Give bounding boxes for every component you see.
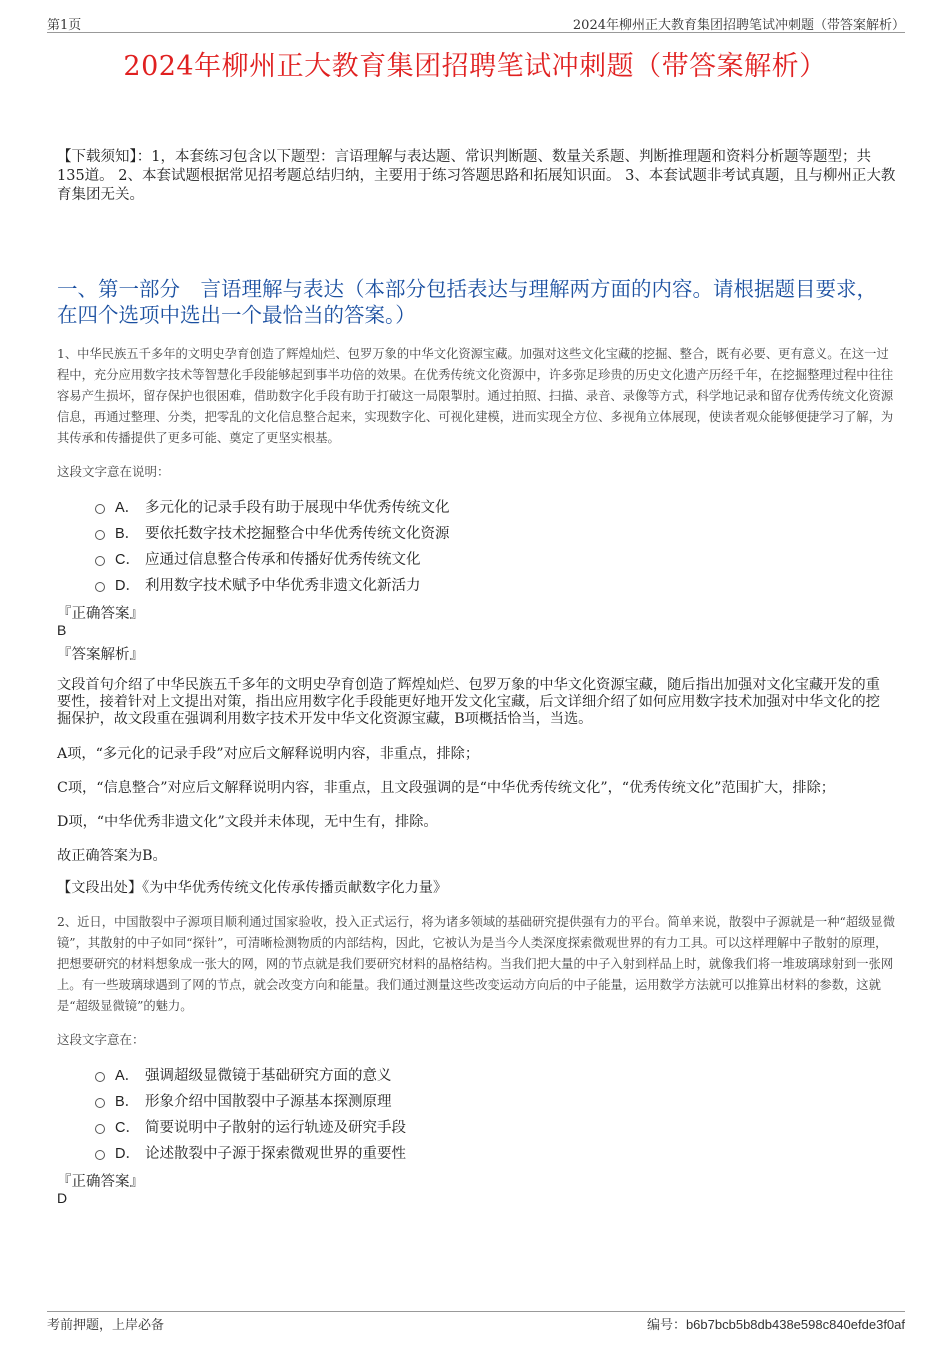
q1-source: 【文段出处】《为中华优秀传统文化传承传播贡献数字化力量》 bbox=[57, 880, 448, 896]
q1-analysis-p3: C项，“信息整合”对应后文解释说明内容，非重点，且文段强调的是“中华优秀传统文化”，“优秀传统文化”范围扩大，排除； bbox=[57, 780, 835, 796]
radio-icon[interactable] bbox=[95, 1124, 105, 1134]
option-text: 要依托数字技术挖掘整合中华优秀传统文化资源 bbox=[145, 526, 450, 542]
q1-option-a[interactable] bbox=[95, 496, 450, 517]
q1-analysis-p5: 故正确答案为B。 bbox=[57, 848, 167, 864]
q1-option-d[interactable] bbox=[95, 574, 421, 595]
q2-option-b[interactable] bbox=[95, 1090, 392, 1111]
radio-icon[interactable] bbox=[95, 1150, 105, 1160]
download-notice: 【下载须知】：1，本套练习包含以下题型：言语理解与表达题、常识判断题、数量关系题、判断推理题和资料分析题等题型；共135道。 2、本套试题根据常见招考题总结归纳，主要用于练习答题思路和拓展知识面。 3、本套试题非考试真题，且与柳州正大教育集团无关。 bbox=[57, 149, 896, 203]
radio-icon[interactable] bbox=[95, 504, 105, 514]
radio-icon[interactable] bbox=[95, 1098, 105, 1108]
q2-answer: D bbox=[57, 1190, 68, 1206]
q2-option-d[interactable] bbox=[95, 1142, 406, 1163]
page-number: 第1页 bbox=[47, 18, 82, 33]
footer-slogan: 考前押题，上岸必备 bbox=[47, 1318, 165, 1333]
option-text: 应通过信息整合传承和传播好优秀传统文化 bbox=[145, 552, 421, 568]
option-letter: D． bbox=[115, 1146, 140, 1162]
q2-option-a[interactable] bbox=[95, 1064, 392, 1085]
question-2-text: 2、近日，中国散裂中子源项目顺利通过国家验收，投入正式运行，将为诸多领域的基础研究提供强有力的平台。简单来说，散裂中子源就是一种“超级显微镜”，其散射的中子如同“探针”，可清晰检测物质的内部结构，因此，它被认为是当今人类深度探索微观世界的有力工具。可以这样理解中子散射的原理，把想要研究的材料想象成一张大的网，网的节点就是我们要研究材料的晶格结构。当我们把大量的中子入射到样品上时，就像我们将一堆玻璃球射到一张网上。有一些玻璃球遇到了网的节点，就会改变方向和能量。我们通过测量这些改变运动方向后的中子能量，运用数学方法就可以推算出材料的参数，这就是“超级显微镜”的魅力。 bbox=[57, 915, 896, 1013]
option-text: 强调超级显微镜于基础研究方面的意义 bbox=[145, 1068, 392, 1084]
q1-option-c[interactable] bbox=[95, 548, 421, 569]
header-doc-title: 2024年柳州正大教育集团招聘笔试冲刺题（带答案解析） bbox=[572, 18, 905, 33]
page-title: 2024年柳州正大教育集团招聘笔试冲刺题（带答案解析） bbox=[123, 51, 827, 82]
radio-icon[interactable] bbox=[95, 530, 105, 540]
page-header bbox=[47, 14, 905, 33]
q2-answer-label: 『正确答案』 bbox=[57, 1174, 144, 1190]
footer-divider bbox=[47, 1311, 905, 1312]
radio-icon[interactable] bbox=[95, 582, 105, 592]
radio-icon[interactable] bbox=[95, 1072, 105, 1082]
footer-code-value: b6b7bcb5b8db438e598c840efde3f0af bbox=[685, 1317, 905, 1332]
option-letter: D． bbox=[115, 578, 140, 594]
option-text: 多元化的记录手段有助于展现中华优秀传统文化 bbox=[145, 500, 450, 516]
q1-analysis-label: 『答案解析』 bbox=[57, 647, 144, 663]
q1-analysis-p1: 文段首句介绍了中华民族五千多年的文明史孕育创造了辉煌灿烂、包罗万象的中华文化资源宝藏，随后指出加强对文化宝藏开发的重要性，接着针对上文提出对策，指出应用数字化手段能更好地开发文化宝藏，后文详细介绍了如何应用数字技术加强对中华文化的挖掘保护，故文段重在强调利用数字技术开发中华文化资源宝藏，B项概括恰当，当选。 bbox=[57, 677, 880, 727]
q1-answer-label: 『正确答案』 bbox=[57, 606, 144, 622]
q1-analysis-p4: D项，“中华优秀非遗文化”文段并未体现，无中生有，排除。 bbox=[57, 814, 438, 830]
q2-option-c[interactable] bbox=[95, 1116, 406, 1137]
section-heading: 一、第一部分 言语理解与表达（本部分包括表达与理解两方面的内容。请根据题目要求，在四个选项中选出一个最恰当的答案。） bbox=[57, 277, 877, 327]
question-2-prompt: 这段文字意在： bbox=[57, 1032, 145, 1047]
option-letter: C． bbox=[115, 552, 140, 568]
option-letter: A． bbox=[115, 500, 140, 516]
option-letter: B． bbox=[115, 526, 140, 542]
option-letter: B． bbox=[115, 1094, 140, 1110]
question-1-prompt: 这段文字意在说明： bbox=[57, 464, 170, 479]
option-text: 形象介绍中国散裂中子源基本探测原理 bbox=[145, 1094, 392, 1110]
q1-option-b[interactable] bbox=[95, 522, 450, 543]
option-letter: A． bbox=[115, 1068, 140, 1084]
radio-icon[interactable] bbox=[95, 556, 105, 566]
option-letter: C． bbox=[115, 1120, 140, 1136]
footer-code-label: 编号： bbox=[646, 1318, 686, 1333]
option-text: 简要说明中子散射的运行轨迹及研究手段 bbox=[145, 1120, 406, 1136]
footer-code bbox=[647, 1314, 905, 1333]
q1-analysis-p2: A项，“多元化的记录手段”对应后文解释说明内容，非重点，排除； bbox=[57, 746, 480, 762]
q1-answer: B bbox=[57, 622, 67, 638]
question-1-text: 1、中华民族五千多年的文明史孕育创造了辉煌灿烂、包罗万象的中华文化资源宝藏。加强对这些文化宝藏的挖掘、整合，既有必要、更有意义。在这一过程中，充分应用数字技术等智慧化手段能够起到事半功倍的效果。在优秀传统文化资源中，许多弥足珍贵的历史文化遗产历经千年，在挖掘整理过程中往往容易产生损坏，留存保护也很困难，借助数字化手段有助于打破这一局限掣肘。通过拍照、扫描、录音、录像等方式，科学地记录和留存优秀传统文化资源信息，再通过整理、分类，把零乱的文化信息整合起来，实现数字化、可视化建模，进而实现全方位、多视角立体展现，使读者观众能够便捷学习了解，为其传承和传播提供了更多可能、奠定了更坚实根基。 bbox=[57, 347, 894, 445]
option-text: 论述散裂中子源于探索微观世界的重要性 bbox=[145, 1146, 406, 1162]
option-text: 利用数字技术赋予中华优秀非遗文化新活力 bbox=[145, 578, 421, 594]
